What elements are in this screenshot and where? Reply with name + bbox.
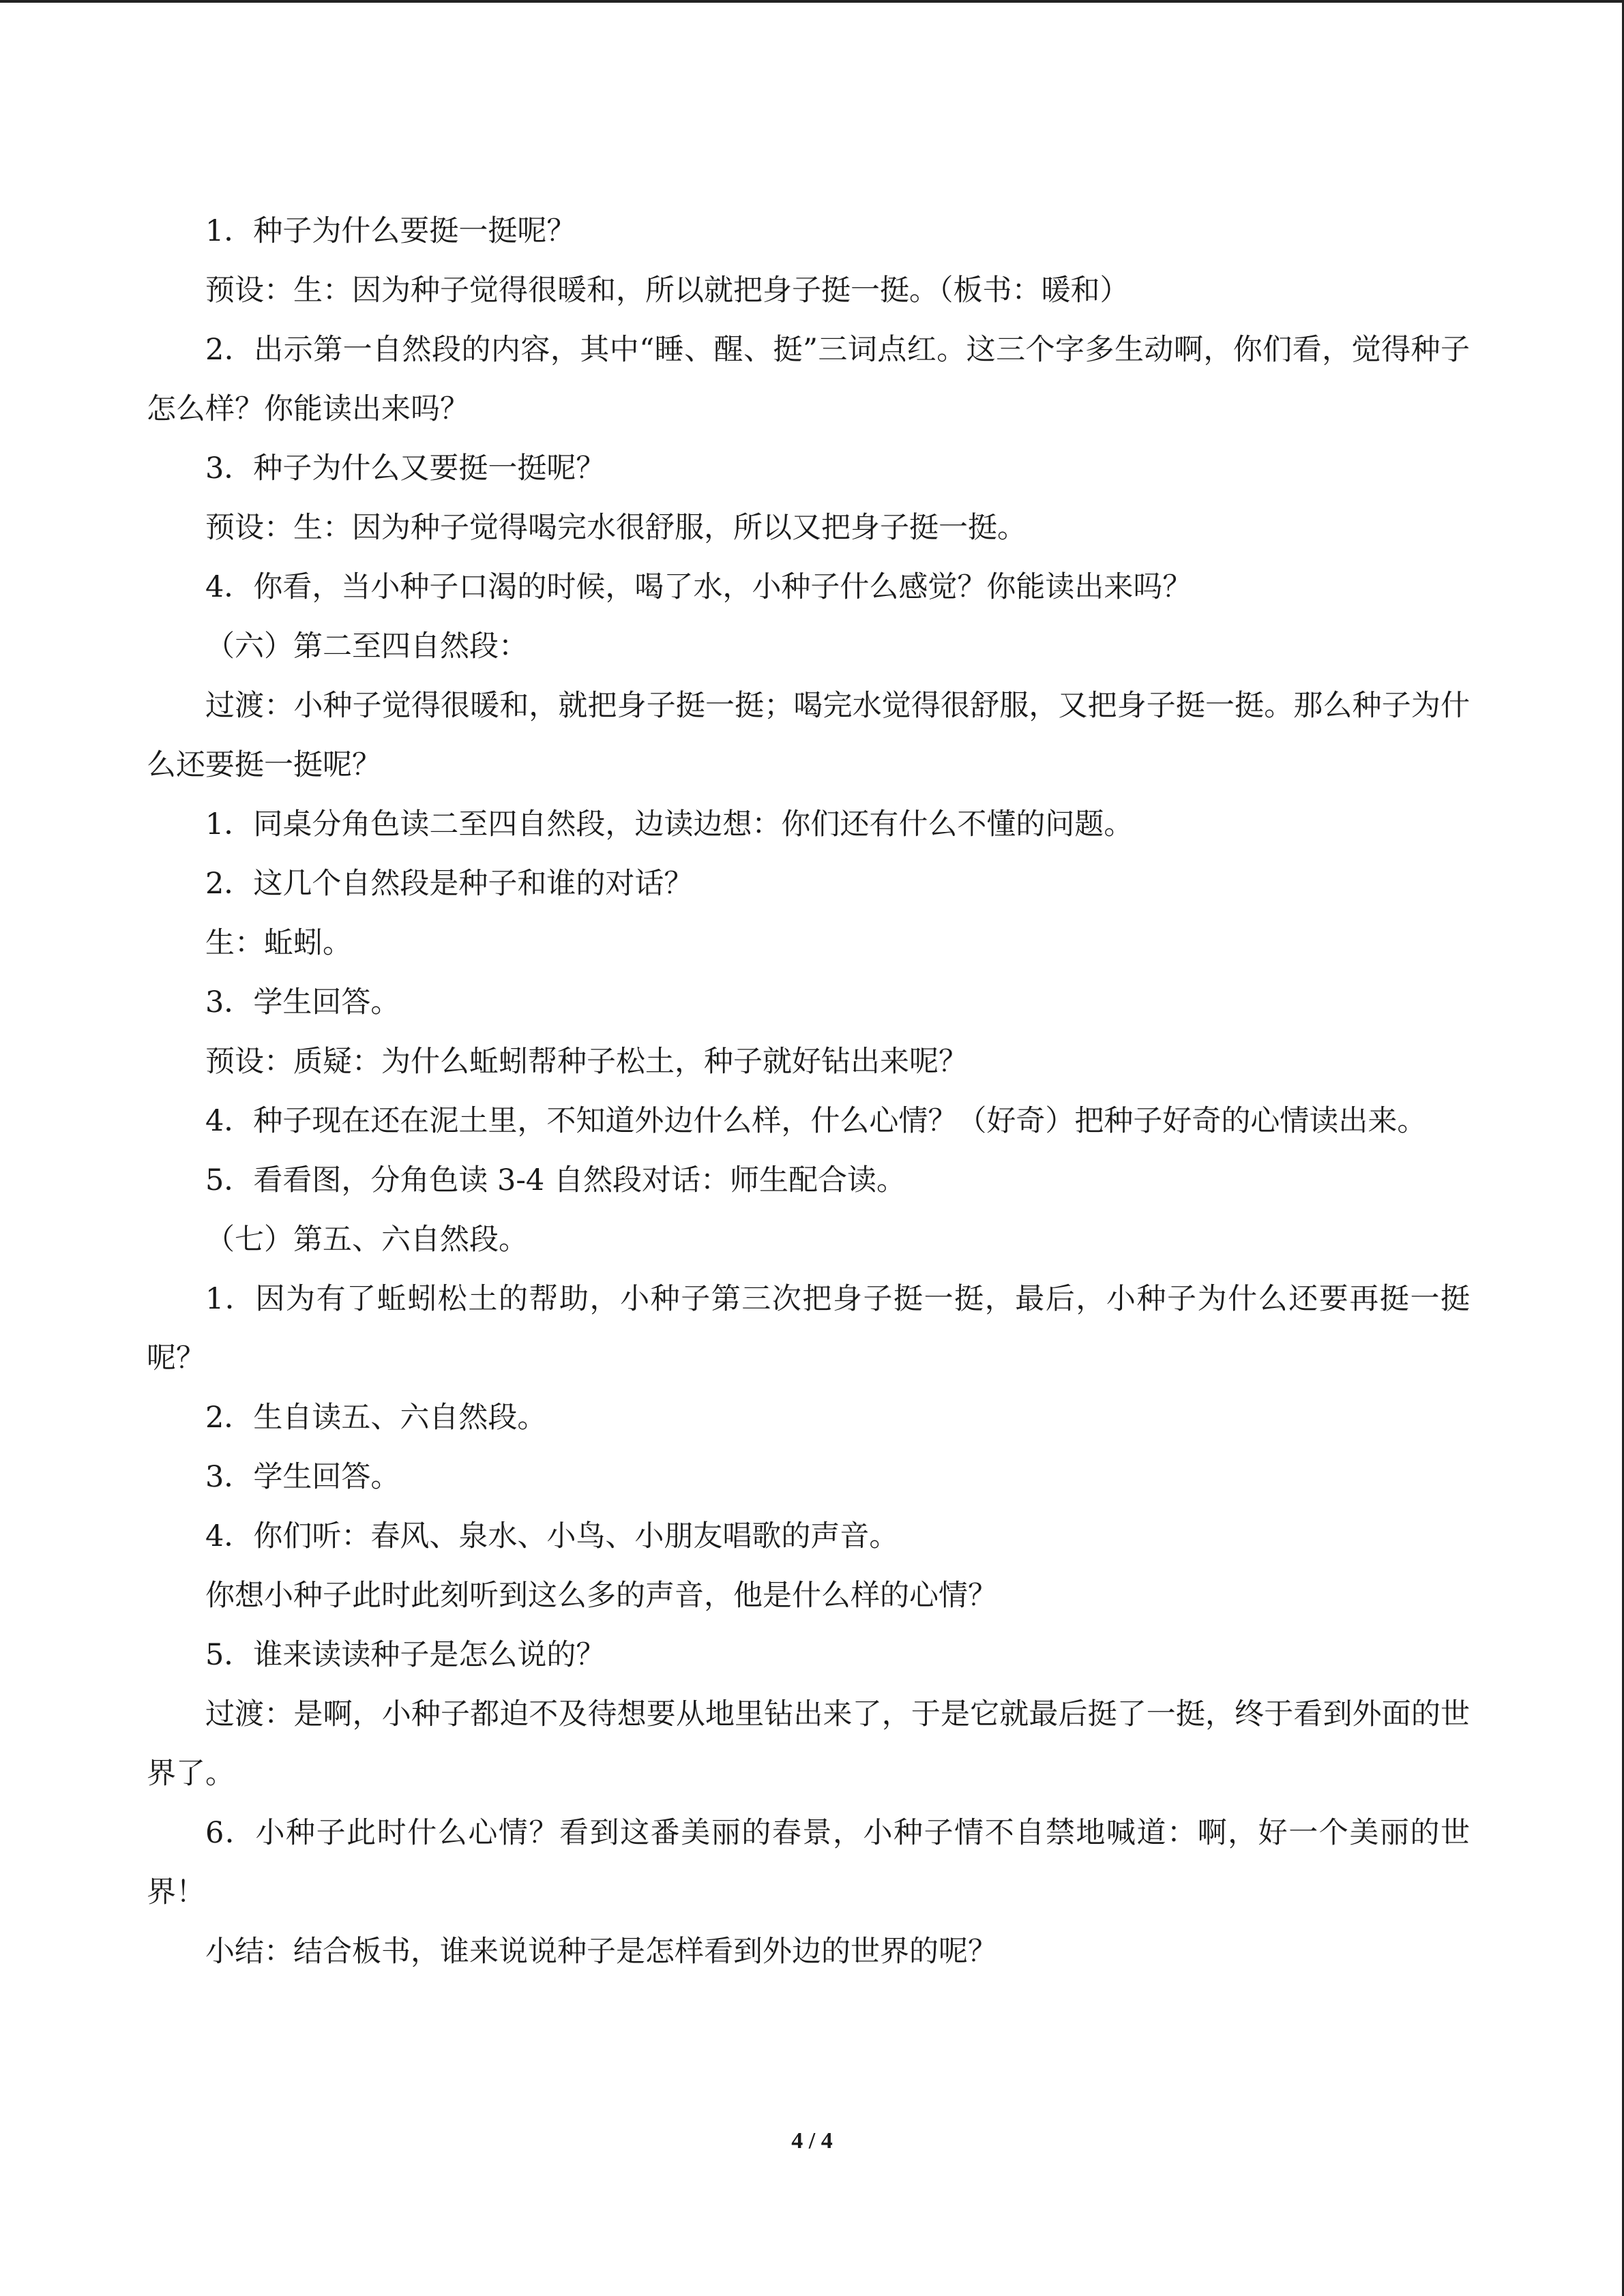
paragraph: 4．种子现在还在泥土里，不知道外边什么样，什么心情？（好奇）把种子好奇的心情读出来。 bbox=[205, 1104, 1427, 1138]
paragraph: 6．小种子此时什么心情？看到这番美丽的春景，小种子情不自禁地喊道：啊，好一个美丽的世界！ bbox=[147, 1816, 1470, 1909]
paragraph: 2．这几个自然段是种子和谁的对话？ bbox=[205, 867, 694, 901]
page-border-top bbox=[0, 0, 1624, 3]
paragraph: 你想小种子此时此刻听到这么多的声音，他是什么样的心情？ bbox=[205, 1579, 997, 1613]
paragraph: 2．出示第一自然段的内容，其中“睡、醒、挺”三词点红。这三个字多生动啊，你们看，觉得种子怎么样？你能读出来吗？ bbox=[147, 333, 1470, 426]
paragraph: 3．种子为什么又要挺一挺呢？ bbox=[205, 451, 606, 486]
paragraph: 预设：质疑：为什么蚯蚓帮种子松土，种子就好钻出来呢？ bbox=[205, 1045, 968, 1079]
paragraph: 1．因为有了蚯蚓松土的帮助，小种子第三次把身子挺一挺，最后，小种子为什么还要再挺一挺呢？ bbox=[147, 1282, 1470, 1375]
paragraph: 生：蚯蚓。 bbox=[205, 926, 352, 960]
page-number: 4 / 4 bbox=[791, 2128, 833, 2153]
paragraph: 5．看看图，分角色读 3-4 自然段对话：师生配合读。 bbox=[205, 1163, 906, 1197]
document-body bbox=[147, 202, 1470, 1982]
paragraph: 3．学生回答。 bbox=[205, 1460, 400, 1494]
paragraph: 过渡：小种子觉得很暖和，就把身子挺一挺；喝完水觉得很舒服，又把身子挺一挺。那么种子为什么还要挺一挺呢？ bbox=[147, 689, 1470, 782]
section-heading: （七）第五、六自然段。 bbox=[205, 1223, 528, 1257]
paragraph: 4．你看，当小种子口渴的时候，喝了水，小种子什么感觉？你能读出来吗？ bbox=[205, 570, 1192, 604]
paragraph: 1．种子为什么要挺一挺呢？ bbox=[205, 214, 576, 248]
paragraph: 5．谁来读读种子是怎么说的？ bbox=[205, 1638, 606, 1672]
paragraph: 3．学生回答。 bbox=[205, 985, 400, 1019]
paragraph: 4．你们听：春风、泉水、小鸟、小朋友唱歌的声音。 bbox=[205, 1519, 899, 1553]
summary-paragraph: 小结：结合板书，谁来说说种子是怎样看到外边的世界的呢？ bbox=[205, 1935, 997, 1969]
paragraph: 预设：生：因为种子觉得喝完水很舒服，所以又把身子挺一挺。 bbox=[205, 511, 1027, 545]
section-heading: （六）第二至四自然段： bbox=[205, 629, 528, 664]
paragraph: 1．同桌分角色读二至四自然段，边读边想：你们还有什么不懂的问题。 bbox=[205, 807, 1134, 841]
paragraph: 2．生自读五、六自然段。 bbox=[205, 1401, 547, 1435]
paragraph: 过渡：是啊，小种子都迫不及待想要从地里钻出来了，于是它就最后挺了一挺，终于看到外面的世界了。 bbox=[147, 1697, 1470, 1791]
paragraph: 预设：生：因为种子觉得很暖和，所以就把身子挺一挺。（板书：暖和） bbox=[205, 273, 1130, 308]
